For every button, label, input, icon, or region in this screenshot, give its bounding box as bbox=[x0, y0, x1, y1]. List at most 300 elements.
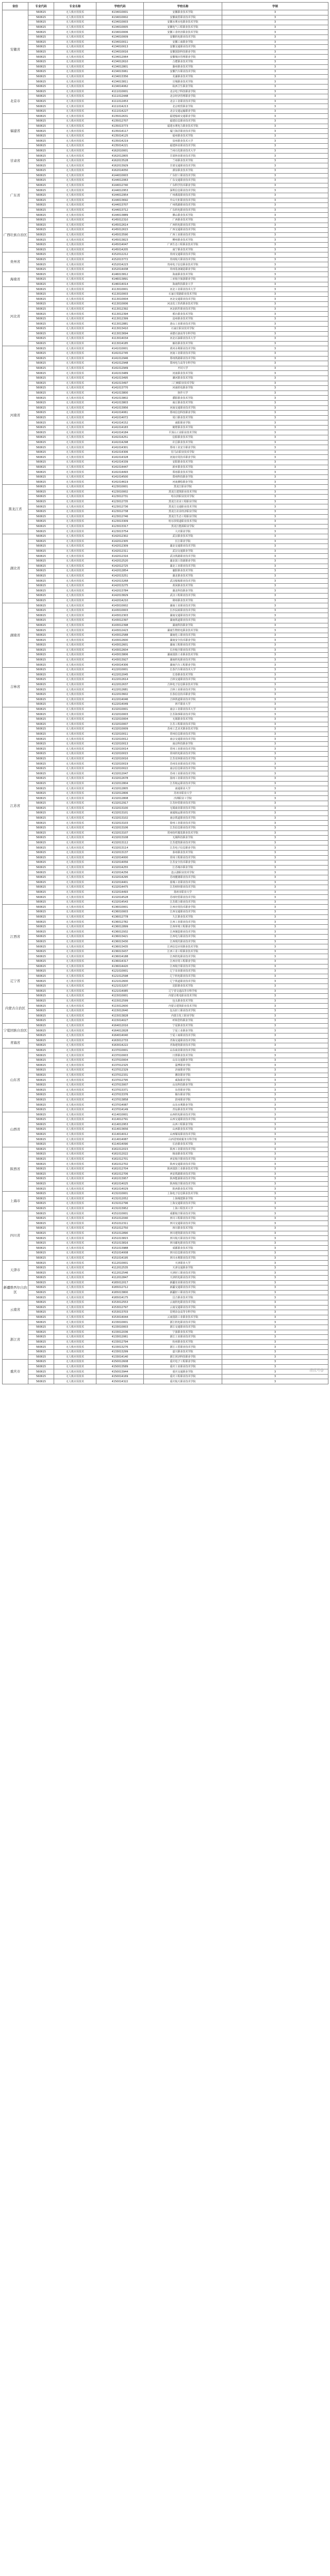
major-code-cell: 560615 bbox=[28, 40, 54, 45]
school-name-cell: 南宁职业技术学院 bbox=[144, 247, 222, 252]
study-length-cell: 3 bbox=[222, 514, 328, 519]
school-name-cell: 新乡职业技术学院 bbox=[144, 465, 222, 470]
major-name-cell: 无人机应用技术 bbox=[54, 489, 96, 495]
school-name-cell: 滨州职业学院 bbox=[144, 1097, 222, 1103]
major-code-cell: 560615 bbox=[28, 25, 54, 30]
province-cell: 浙江省 bbox=[3, 1320, 28, 1360]
major-code-cell: 560615 bbox=[28, 1349, 54, 1354]
province-cell: 辽宁省 bbox=[3, 969, 28, 994]
major-name-cell: 无人机应用技术 bbox=[54, 1088, 96, 1093]
school-name-cell: 山西煤炭职业技术学院 bbox=[144, 1132, 222, 1137]
study-length-cell: 3 bbox=[222, 722, 328, 727]
major-code-cell: 560615 bbox=[28, 148, 54, 154]
study-length-cell: 3 bbox=[222, 30, 328, 35]
table-row bbox=[3, 321, 328, 327]
school-name-cell: 郑州信息科技职业学院 bbox=[144, 411, 222, 416]
school-code-cell: 4132010019 bbox=[96, 761, 144, 767]
major-name-cell: 无人机应用技术 bbox=[54, 880, 96, 885]
major-code-cell: 560615 bbox=[28, 139, 54, 144]
major-code-cell: 560615 bbox=[28, 1023, 54, 1028]
study-length-cell: 3 bbox=[222, 875, 328, 880]
study-length-cell: 3 bbox=[222, 1028, 328, 1033]
major-name-cell: 无人机应用技术 bbox=[54, 247, 96, 252]
major-code-cell: 560615 bbox=[28, 840, 54, 845]
major-code-cell: 560615 bbox=[28, 529, 54, 534]
school-code-cell: 4142013784 bbox=[96, 588, 144, 594]
major-code-cell: 560615 bbox=[28, 232, 54, 238]
major-code-cell: 560615 bbox=[28, 850, 54, 855]
major-name-cell: 无人机应用技术 bbox=[54, 727, 96, 732]
table-row bbox=[3, 1038, 328, 1043]
table-row bbox=[3, 1073, 328, 1078]
major-name-cell: 无人机应用技术 bbox=[54, 336, 96, 342]
study-length-cell: 3 bbox=[222, 415, 328, 420]
major-name-cell: 无人机应用技术 bbox=[54, 1295, 96, 1300]
major-code-cell: 560615 bbox=[28, 114, 54, 119]
major-code-cell: 560615 bbox=[28, 1270, 54, 1276]
table-row bbox=[3, 776, 328, 782]
major-code-cell: 560615 bbox=[28, 845, 54, 851]
school-name-cell: 烟台职业学院 bbox=[144, 1093, 222, 1098]
major-name-cell: 无人机应用技术 bbox=[54, 761, 96, 767]
major-code-cell: 560615 bbox=[28, 1345, 54, 1350]
table-row bbox=[3, 648, 328, 653]
study-length-cell: 3 bbox=[222, 1349, 328, 1354]
table-row bbox=[3, 1310, 328, 1315]
major-code-cell: 560615 bbox=[28, 208, 54, 213]
major-name-cell: 无人机应用技术 bbox=[54, 361, 96, 366]
major-code-cell: 560615 bbox=[28, 400, 54, 405]
table-row bbox=[3, 1117, 328, 1123]
table-row bbox=[3, 524, 328, 529]
school-name-cell: 四川职业技术学院 bbox=[144, 1226, 222, 1231]
major-code-cell: 560615 bbox=[28, 425, 54, 430]
table-row bbox=[3, 638, 328, 643]
school-code-cell: 4150014322 bbox=[96, 1379, 144, 1384]
major-code-cell: 560615 bbox=[28, 460, 54, 465]
study-length-cell: 3 bbox=[222, 94, 328, 99]
school-code-cell: 4132013102 bbox=[96, 816, 144, 821]
school-name-cell: 安阳职业技术学院 bbox=[144, 460, 222, 465]
major-code-cell: 560615 bbox=[28, 485, 54, 490]
table-row bbox=[3, 356, 328, 361]
school-name-cell: 许昌职业技术学院 bbox=[144, 440, 222, 445]
table-row bbox=[3, 1345, 328, 1350]
major-code-cell: 560615 bbox=[28, 598, 54, 603]
school-code-cell: 4153012797 bbox=[96, 1305, 144, 1310]
table-row bbox=[3, 984, 328, 989]
major-name-cell: 无人机应用技术 bbox=[54, 262, 96, 267]
school-code-cell: 4132012806 bbox=[96, 791, 144, 796]
table-row bbox=[3, 663, 328, 668]
school-code-cell: 4151012750 bbox=[96, 1226, 144, 1231]
school-code-cell: 4137013858 bbox=[96, 1097, 144, 1103]
study-length-cell: 3 bbox=[222, 203, 328, 208]
table-row bbox=[3, 727, 328, 732]
school-name-cell: 新疆交通职业技术学院 bbox=[144, 1285, 222, 1291]
major-name-cell: 无人机应用技术 bbox=[54, 1305, 96, 1310]
school-name-cell: 苏州健雄职业技术学院 bbox=[144, 875, 222, 880]
major-name-cell: 无人机应用技术 bbox=[54, 667, 96, 672]
school-name-cell: 河南交通职业技术学院 bbox=[144, 405, 222, 411]
study-length-cell: 3 bbox=[222, 59, 328, 64]
school-code-cell: 4137010004 bbox=[96, 1058, 144, 1063]
school-code-cell: 4143013806 bbox=[96, 653, 144, 658]
school-name-cell: 武汉工程职业技术学院 bbox=[144, 594, 222, 599]
table-row bbox=[3, 252, 328, 258]
school-code-cell: 4114014090 bbox=[96, 1142, 144, 1147]
major-name-cell: 无人机应用技术 bbox=[54, 1038, 96, 1043]
study-length-cell: 3 bbox=[222, 766, 328, 771]
table-row bbox=[3, 1325, 328, 1330]
school-name-cell: 陕西工业职业技术学院 bbox=[144, 1147, 222, 1152]
major-name-cell: 无人机应用技术 bbox=[54, 747, 96, 752]
school-code-cell: 4132012805 bbox=[96, 786, 144, 791]
school-code-cell: 4145012614 bbox=[96, 223, 144, 228]
study-length-cell: 3 bbox=[222, 435, 328, 440]
school-code-cell: 4143012303 bbox=[96, 613, 144, 618]
study-length-cell: 3 bbox=[222, 346, 328, 351]
study-length-cell: 3 bbox=[222, 1335, 328, 1340]
school-code-cell: 4114012953 bbox=[96, 1122, 144, 1127]
school-name-cell: 新疆轻工职业技术学院 bbox=[144, 1290, 222, 1295]
school-code-cell: 4143012604 bbox=[96, 648, 144, 653]
major-code-cell: 560615 bbox=[28, 994, 54, 999]
major-name-cell: 无人机应用技术 bbox=[54, 633, 96, 638]
school-name-cell: 吉林铁道职业技术学院 bbox=[144, 697, 222, 702]
table-row bbox=[3, 850, 328, 855]
table-row bbox=[3, 327, 328, 332]
school-name-cell: 郑州铁路职业技术学院 bbox=[144, 356, 222, 361]
table-row bbox=[3, 910, 328, 915]
study-length-cell: 3 bbox=[222, 74, 328, 79]
school-code-cell: 4150013589 bbox=[96, 1364, 144, 1369]
major-code-cell: 560615 bbox=[28, 638, 54, 643]
major-code-cell: 560615 bbox=[28, 420, 54, 426]
school-name-cell: 天津轻工职业技术学院 bbox=[144, 1270, 222, 1276]
school-name-cell: 邢台职业技术学院 bbox=[144, 312, 222, 317]
table-row bbox=[3, 900, 328, 905]
school-code-cell: 4132014401 bbox=[96, 880, 144, 885]
school-name-cell: 荆州职业技术学院 bbox=[144, 598, 222, 603]
school-name-cell: 黑龙江职业学院 bbox=[144, 485, 222, 490]
school-code-cell: 4132012917 bbox=[96, 801, 144, 806]
table-row bbox=[3, 188, 328, 193]
major-code-cell: 560615 bbox=[28, 1107, 54, 1112]
major-name-cell: 无人机应用技术 bbox=[54, 895, 96, 900]
major-name-cell: 无人机应用技术 bbox=[54, 1374, 96, 1379]
school-name-cell: 云南交通职业技术学院 bbox=[144, 1305, 222, 1310]
school-code-cell: 4143012601 bbox=[96, 643, 144, 648]
major-name-cell: 无人机应用技术 bbox=[54, 1152, 96, 1157]
province-cell: 吉林省 bbox=[3, 667, 28, 707]
study-length-cell: 3 bbox=[222, 1033, 328, 1038]
school-code-cell: 4141013495 bbox=[96, 376, 144, 381]
table-row bbox=[3, 168, 328, 174]
school-name-cell: 黑龙江农业经济职业学院 bbox=[144, 509, 222, 514]
major-name-cell: 无人机应用技术 bbox=[54, 396, 96, 401]
major-name-cell: 无人机应用技术 bbox=[54, 1043, 96, 1048]
school-name-cell: 成都职业技术学院 bbox=[144, 1246, 222, 1251]
table-row bbox=[3, 1320, 328, 1325]
major-name-cell: 无人机应用技术 bbox=[54, 969, 96, 974]
school-code-cell: 4112012847 bbox=[96, 1276, 144, 1281]
school-name-cell: 西安航空职业技术学院 bbox=[144, 1157, 222, 1162]
school-code-cell: 4113013694 bbox=[96, 331, 144, 336]
study-length-cell: 3 bbox=[222, 935, 328, 940]
study-length-cell: 3 bbox=[222, 1172, 328, 1177]
major-name-cell: 无人机应用技术 bbox=[54, 321, 96, 327]
table-row bbox=[3, 163, 328, 168]
major-code-cell: 560615 bbox=[28, 1103, 54, 1108]
major-code-cell: 560615 bbox=[28, 564, 54, 569]
school-name-cell: 开封大学 bbox=[144, 366, 222, 371]
table-row bbox=[3, 998, 328, 1004]
major-name-cell: 无人机应用技术 bbox=[54, 1221, 96, 1226]
major-name-cell: 无人机应用技术 bbox=[54, 741, 96, 747]
table-row bbox=[3, 178, 328, 183]
school-name-cell: 皖西卫生职业学院 bbox=[144, 84, 222, 89]
table-row bbox=[3, 667, 328, 672]
table-row bbox=[3, 825, 328, 831]
major-name-cell: 无人机应用技术 bbox=[54, 1231, 96, 1236]
school-name-cell: 深圳信息职业技术学院 bbox=[144, 188, 222, 193]
table-row bbox=[3, 1300, 328, 1305]
major-code-cell: 560615 bbox=[28, 989, 54, 994]
study-length-cell: 3 bbox=[222, 430, 328, 435]
school-code-cell: 4162013528 bbox=[96, 158, 144, 163]
major-name-cell: 无人机应用技术 bbox=[54, 1276, 96, 1281]
province-cell: 宁夏回族自治区 bbox=[3, 1023, 28, 1038]
school-name-cell: 江西机电职业技术学院 bbox=[144, 954, 222, 959]
school-name-cell: 杭州职业技术学院 bbox=[144, 1340, 222, 1345]
major-name-cell: 无人机应用技术 bbox=[54, 989, 96, 994]
school-code-cell: 4132013107 bbox=[96, 831, 144, 836]
study-length-cell: 3 bbox=[222, 495, 328, 500]
table-row bbox=[3, 692, 328, 697]
school-name-cell: 河南机电职业学院 bbox=[144, 386, 222, 391]
major-name-cell: 无人机应用技术 bbox=[54, 1142, 96, 1147]
school-code-cell: 4114010001 bbox=[96, 1112, 144, 1117]
study-length-cell: 3 bbox=[222, 327, 328, 332]
table-row bbox=[3, 144, 328, 149]
school-code-cell: 4113012392 bbox=[96, 307, 144, 312]
table-row bbox=[3, 806, 328, 811]
major-code-cell: 560615 bbox=[28, 1043, 54, 1048]
major-name-cell: 无人机应用技术 bbox=[54, 583, 96, 588]
study-length-cell: 3 bbox=[222, 302, 328, 307]
school-code-cell: 4144010003 bbox=[96, 173, 144, 178]
school-code-cell: 4132012047 bbox=[96, 771, 144, 776]
school-code-cell: 4132014475 bbox=[96, 885, 144, 890]
school-code-cell: 4142012520 bbox=[96, 558, 144, 564]
major-name-cell: 无人机应用技术 bbox=[54, 603, 96, 608]
study-length-cell: 3 bbox=[222, 1221, 328, 1226]
school-code-cell: 4152012212 bbox=[96, 252, 144, 258]
table-row bbox=[3, 316, 328, 321]
major-code-cell: 560615 bbox=[28, 885, 54, 890]
school-code-cell: 4115012599 bbox=[96, 998, 144, 1004]
major-name-cell: 无人机应用技术 bbox=[54, 885, 96, 890]
table-row bbox=[3, 756, 328, 761]
province-cell: 云南省 bbox=[3, 1300, 28, 1319]
table-row bbox=[3, 35, 328, 40]
table-row bbox=[3, 1048, 328, 1053]
school-name-cell: 常州纺织服装职业技术学院 bbox=[144, 831, 222, 836]
school-name-cell: 天津职业大学 bbox=[144, 1261, 222, 1266]
school-name-cell: 驻马店职业技术学院 bbox=[144, 450, 222, 455]
table-row bbox=[3, 341, 328, 346]
school-code-cell: 4162014050 bbox=[96, 168, 144, 174]
major-name-cell: 无人机应用技术 bbox=[54, 870, 96, 875]
school-code-cell: 4136012778 bbox=[96, 914, 144, 920]
major-name-cell: 无人机应用技术 bbox=[54, 287, 96, 292]
school-name-cell: 苏州经贸职业技术学院 bbox=[144, 895, 222, 900]
major-code-cell: 560615 bbox=[28, 70, 54, 75]
school-code-cell: 4165012712 bbox=[96, 1285, 144, 1291]
school-code-cell: 4136010003 bbox=[96, 910, 144, 915]
major-code-cell: 560615 bbox=[28, 15, 54, 20]
study-length-cell: 3 bbox=[222, 287, 328, 292]
major-code-cell: 560615 bbox=[28, 366, 54, 371]
major-code-cell: 560615 bbox=[28, 964, 54, 969]
major-name-cell: 无人机应用技术 bbox=[54, 781, 96, 786]
header-major-code: 专业代码 bbox=[28, 3, 54, 10]
study-length-cell: 3 bbox=[222, 1093, 328, 1098]
major-name-cell: 无人机应用技术 bbox=[54, 831, 96, 836]
school-name-cell: 贵州电子信息职业技术学院 bbox=[144, 262, 222, 267]
school-name-cell: 佛山职业技术学院 bbox=[144, 213, 222, 218]
study-length-cell: 3 bbox=[222, 1004, 328, 1009]
school-name-cell: 安徽城市管理职业学院 bbox=[144, 55, 222, 60]
major-code-cell: 560615 bbox=[28, 1048, 54, 1053]
school-name-cell: 武汉铁路职业技术学院 bbox=[144, 554, 222, 559]
school-name-cell: 昆明冶金高等专科学校 bbox=[144, 1310, 222, 1315]
study-length-cell: 3 bbox=[222, 139, 328, 144]
school-code-cell: 4113010006 bbox=[96, 302, 144, 307]
study-length-cell: 3 bbox=[222, 247, 328, 252]
school-code-cell: 4135012707 bbox=[96, 119, 144, 124]
school-name-cell: 四川建筑职业技术学院 bbox=[144, 1231, 222, 1236]
major-name-cell: 无人机应用技术 bbox=[54, 628, 96, 633]
major-code-cell: 560615 bbox=[28, 583, 54, 588]
school-name-cell: 哈尔滨职业技术学院 bbox=[144, 495, 222, 500]
major-name-cell: 无人机应用技术 bbox=[54, 1013, 96, 1019]
major-code-cell: 560615 bbox=[28, 411, 54, 416]
study-length-cell: 3 bbox=[222, 544, 328, 549]
table-row bbox=[3, 697, 328, 702]
province-cell: 江苏省 bbox=[3, 707, 28, 905]
table-row bbox=[3, 238, 328, 243]
major-code-cell: 560615 bbox=[28, 776, 54, 782]
major-name-cell: 无人机应用技术 bbox=[54, 1187, 96, 1192]
school-code-cell: 4146013891 bbox=[96, 277, 144, 282]
study-length-cell: 3 bbox=[222, 1261, 328, 1266]
major-name-cell: 无人机应用技术 bbox=[54, 346, 96, 351]
province-cell: 湖北省 bbox=[3, 534, 28, 603]
major-name-cell: 无人机应用技术 bbox=[54, 45, 96, 50]
major-name-cell: 无人机应用技术 bbox=[54, 707, 96, 712]
header-school-name: 学校名称 bbox=[144, 3, 222, 10]
table-row bbox=[3, 425, 328, 430]
major-code-cell: 560615 bbox=[28, 267, 54, 272]
study-length-cell: 3 bbox=[222, 411, 328, 416]
major-code-cell: 560615 bbox=[28, 1127, 54, 1132]
study-length-cell: 3 bbox=[222, 396, 328, 401]
table-row bbox=[3, 104, 328, 109]
table-row bbox=[3, 579, 328, 584]
study-length-cell: 3 bbox=[222, 154, 328, 159]
major-code-cell: 560615 bbox=[28, 1177, 54, 1182]
table-row bbox=[3, 1216, 328, 1221]
study-length-cell: 3 bbox=[222, 1216, 328, 1221]
study-length-cell: 3 bbox=[222, 361, 328, 366]
school-code-cell: 4144012740 bbox=[96, 183, 144, 188]
major-name-cell: 无人机应用技术 bbox=[54, 900, 96, 905]
school-code-cell: 4122010001 bbox=[96, 667, 144, 672]
school-name-cell: 重庆电子工程职业学院 bbox=[144, 1360, 222, 1365]
province-cell: 北京市 bbox=[3, 89, 28, 114]
study-length-cell: 3 bbox=[222, 1236, 328, 1241]
study-length-cell: 3 bbox=[222, 198, 328, 203]
major-name-cell: 无人机应用技术 bbox=[54, 519, 96, 524]
major-name-cell: 无人机应用技术 bbox=[54, 1122, 96, 1127]
school-code-cell: 4132010011 bbox=[96, 732, 144, 737]
major-name-cell: 无人机应用技术 bbox=[54, 1191, 96, 1196]
school-code-cell: 4134010005 bbox=[96, 25, 144, 30]
table-row bbox=[3, 415, 328, 420]
study-length-cell: 3 bbox=[222, 954, 328, 959]
major-code-cell: 560615 bbox=[28, 579, 54, 584]
major-name-cell: 无人机应用技术 bbox=[54, 64, 96, 70]
school-name-cell: 包头职业技术学院 bbox=[144, 998, 222, 1004]
major-name-cell: 无人机应用技术 bbox=[54, 1053, 96, 1058]
table-row bbox=[3, 20, 328, 25]
major-code-cell: 560615 bbox=[28, 594, 54, 599]
major-name-cell: 无人机应用技术 bbox=[54, 1241, 96, 1246]
study-length-cell: 3 bbox=[222, 994, 328, 999]
major-name-cell: 无人机应用技术 bbox=[54, 974, 96, 979]
study-length-cell: 3 bbox=[222, 1023, 328, 1028]
school-code-cell: 4121010001 bbox=[96, 969, 144, 974]
school-name-cell: 江西工业工程职业技术学院 bbox=[144, 949, 222, 954]
school-name-cell: 南京交通职业技术学院 bbox=[144, 737, 222, 742]
major-name-cell: 无人机应用技术 bbox=[54, 1265, 96, 1270]
table-row bbox=[3, 1349, 328, 1354]
school-name-cell: 江苏经贸职业技术学院 bbox=[144, 801, 222, 806]
major-name-cell: 无人机应用技术 bbox=[54, 623, 96, 628]
table-row bbox=[3, 267, 328, 272]
major-name-cell: 无人机应用技术 bbox=[54, 411, 96, 416]
school-code-cell: 4136013430 bbox=[96, 939, 144, 944]
school-name-cell: 常州信息职业技术学院 bbox=[144, 732, 222, 737]
study-length-cell: 3 bbox=[222, 445, 328, 450]
study-length-cell: 3 bbox=[222, 998, 328, 1004]
major-code-cell: 560615 bbox=[28, 712, 54, 717]
major-name-cell: 无人机应用技术 bbox=[54, 811, 96, 816]
major-code-cell: 560615 bbox=[28, 1340, 54, 1345]
major-name-cell: 无人机应用技术 bbox=[54, 114, 96, 119]
table-row bbox=[3, 109, 328, 114]
major-name-cell: 无人机应用技术 bbox=[54, 1132, 96, 1137]
major-code-cell: 560615 bbox=[28, 549, 54, 554]
school-code-cell: 4113014185 bbox=[96, 341, 144, 346]
study-length-cell: 3 bbox=[222, 509, 328, 514]
study-length-cell: 3 bbox=[222, 821, 328, 826]
header-school-code: 学校代码 bbox=[96, 3, 144, 10]
study-length-cell: 3 bbox=[222, 381, 328, 386]
school-code-cell: 4132014256 bbox=[96, 870, 144, 875]
